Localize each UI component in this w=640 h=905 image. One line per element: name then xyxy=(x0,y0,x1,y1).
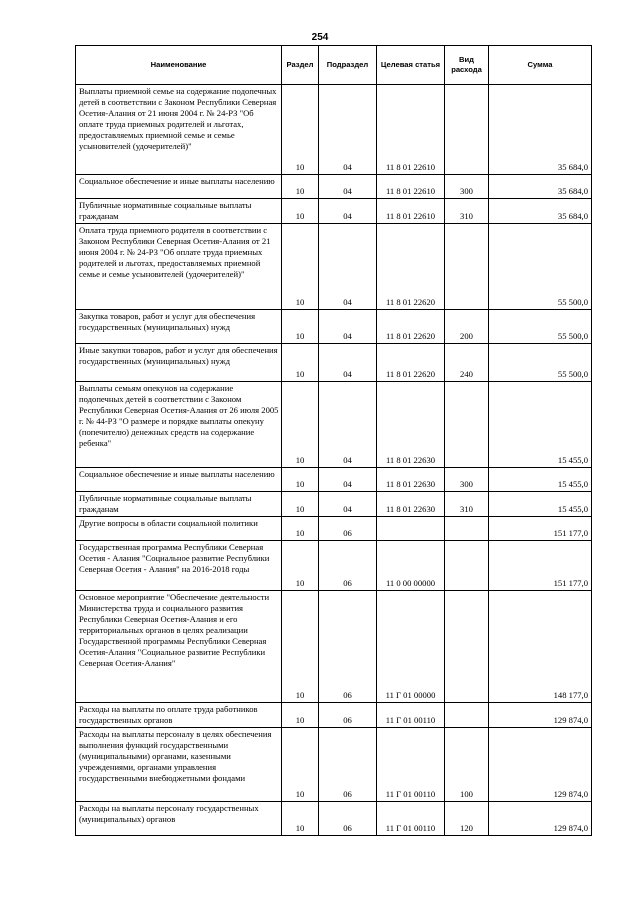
row-section-cell: 10 xyxy=(282,517,319,541)
row-amount-cell: 129 874,0 xyxy=(489,728,592,802)
page-number: 254 xyxy=(311,32,329,43)
row-subsection-cell: 04 xyxy=(319,492,377,517)
row-subsection-cell: 04 xyxy=(319,382,377,468)
row-expense-cell: 200 xyxy=(445,310,489,344)
row-expense-cell xyxy=(445,224,489,310)
row-name-cell: Иные закупки товаров, работ и услуг для обеспечения государственных (муниципальных) нужд xyxy=(76,344,282,382)
row-target-cell: 11 Г 01 00110 xyxy=(377,703,445,728)
row-expense-cell: 310 xyxy=(445,199,489,224)
row-target-cell: 11 8 01 22610 xyxy=(377,175,445,199)
table-header-row xyxy=(76,46,592,85)
row-name-cell: Социальное обеспечение и иные выплаты населению xyxy=(76,175,282,199)
header-section: Раздел xyxy=(282,46,319,85)
row-amount-cell: 15 455,0 xyxy=(489,492,592,517)
row-name-cell: Социальное обеспечение и иные выплаты населению xyxy=(76,468,282,492)
row-target-cell: 11 Г 01 00110 xyxy=(377,728,445,802)
row-section-cell: 10 xyxy=(282,541,319,591)
row-amount-cell: 55 500,0 xyxy=(489,224,592,310)
row-target-cell: 11 8 01 22630 xyxy=(377,492,445,517)
row-name-cell: Оплата труда приемного родителя в соответствии с Законом Республики Северная Осетия-Алания от 21 июня 2004 г. № 24-РЗ "Об оплате труда приемных родителей и льготах, предоставляемых приемной семье и семье усыновителей (удочерителей)" xyxy=(76,224,282,310)
row-target-cell: 11 8 01 22620 xyxy=(377,344,445,382)
row-amount-cell: 15 455,0 xyxy=(489,468,592,492)
row-target-cell: 11 0 00 00000 xyxy=(377,541,445,591)
row-subsection-cell: 06 xyxy=(319,517,377,541)
table-row xyxy=(76,344,592,382)
row-section-cell: 10 xyxy=(282,703,319,728)
row-name-cell: Выплаты приемной семье на содержание подопечных детей в соответствии с Законом Республики Северная Осетия-Алания от 21 июня 2004 г. № 24-РЗ "Об оплате труда приемных родителей и льготах, предоставляемых приемной семье и семье усыновителей (удочерителей)" xyxy=(76,85,282,175)
table-row xyxy=(76,382,592,468)
header-expense-type: Вид расхода xyxy=(445,46,489,85)
table-row xyxy=(76,85,592,175)
row-expense-cell: 300 xyxy=(445,175,489,199)
row-section-cell: 10 xyxy=(282,492,319,517)
header-target: Целевая статья xyxy=(377,46,445,85)
row-subsection-cell: 04 xyxy=(319,224,377,310)
row-subsection-cell: 04 xyxy=(319,468,377,492)
row-amount-cell: 55 500,0 xyxy=(489,344,592,382)
row-section-cell: 10 xyxy=(282,175,319,199)
row-amount-cell: 129 874,0 xyxy=(489,802,592,836)
row-name-cell: Закупка товаров, работ и услуг для обеспечения государственных (муниципальных) нужд xyxy=(76,310,282,344)
row-target-cell xyxy=(377,517,445,541)
row-expense-cell xyxy=(445,517,489,541)
table-row xyxy=(76,591,592,703)
row-expense-cell: 240 xyxy=(445,344,489,382)
row-target-cell: 11 8 01 22610 xyxy=(377,199,445,224)
row-subsection-cell: 04 xyxy=(319,310,377,344)
row-target-cell: 11 8 01 22620 xyxy=(377,310,445,344)
row-section-cell: 10 xyxy=(282,802,319,836)
row-expense-cell xyxy=(445,382,489,468)
row-subsection-cell: 06 xyxy=(319,703,377,728)
row-expense-cell: 120 xyxy=(445,802,489,836)
row-amount-cell: 35 684,0 xyxy=(489,199,592,224)
table-row xyxy=(76,199,592,224)
row-section-cell: 10 xyxy=(282,468,319,492)
row-name-cell: Расходы на выплаты персоналу в целях обеспечения выполнения функций государственными (муниципальными) органами, казенными учреждениями, органами управления государственными внебюджетными фондами xyxy=(76,728,282,802)
row-section-cell: 10 xyxy=(282,728,319,802)
table-row xyxy=(76,310,592,344)
row-target-cell: 11 8 01 22610 xyxy=(377,85,445,175)
row-expense-cell: 100 xyxy=(445,728,489,802)
row-amount-cell: 151 177,0 xyxy=(489,517,592,541)
row-amount-cell: 129 874,0 xyxy=(489,703,592,728)
row-name-cell: Другие вопросы в области социальной политики xyxy=(76,517,282,541)
row-expense-cell xyxy=(445,541,489,591)
row-name-cell: Публичные нормативные социальные выплаты гражданам xyxy=(76,492,282,517)
row-subsection-cell: 04 xyxy=(319,85,377,175)
row-target-cell: 11 8 01 22630 xyxy=(377,468,445,492)
table-row xyxy=(76,541,592,591)
row-target-cell: 11 Г 01 00000 xyxy=(377,591,445,703)
header-amount: Сумма xyxy=(489,46,592,85)
row-subsection-cell: 04 xyxy=(319,175,377,199)
row-target-cell: 11 8 01 22630 xyxy=(377,382,445,468)
row-subsection-cell: 06 xyxy=(319,541,377,591)
row-expense-cell: 310 xyxy=(445,492,489,517)
row-expense-cell: 300 xyxy=(445,468,489,492)
row-amount-cell: 151 177,0 xyxy=(489,541,592,591)
row-expense-cell xyxy=(445,85,489,175)
row-amount-cell: 35 684,0 xyxy=(489,85,592,175)
table-row xyxy=(76,728,592,802)
table-row xyxy=(76,468,592,492)
header-subsection: Подраздел xyxy=(319,46,377,85)
table-row xyxy=(76,224,592,310)
row-expense-cell xyxy=(445,591,489,703)
table-row xyxy=(76,517,592,541)
table-row xyxy=(76,175,592,199)
row-amount-cell: 15 455,0 xyxy=(489,382,592,468)
row-section-cell: 10 xyxy=(282,310,319,344)
row-target-cell: 11 8 01 22620 xyxy=(377,224,445,310)
row-name-cell: Расходы на выплаты персоналу государственных (муниципальных) органов xyxy=(76,802,282,836)
row-section-cell: 10 xyxy=(282,344,319,382)
row-name-cell: Основное мероприятие "Обеспечение деятельности Министерства труда и социального развития Республики Северная Осетия-Алания и его территориальных органов в целях реализации Государственной программы Республики Северная Осетия-Алания "Социальное развитие Республики Северная Осетия-Алания" xyxy=(76,591,282,703)
table-row xyxy=(76,703,592,728)
row-amount-cell: 148 177,0 xyxy=(489,591,592,703)
row-subsection-cell: 06 xyxy=(319,591,377,703)
row-subsection-cell: 04 xyxy=(319,199,377,224)
row-subsection-cell: 06 xyxy=(319,728,377,802)
row-name-cell: Выплаты семьям опекунов на содержание подопечных детей в соответствии с Законом Республики Северная Осетия-Алания от 26 июля 2005 г. № 44-РЗ "О размере и порядке выплаты опекуну (попечителю) денежных средств на содержание ребенка" xyxy=(76,382,282,468)
row-amount-cell: 55 500,0 xyxy=(489,310,592,344)
row-section-cell: 10 xyxy=(282,591,319,703)
row-section-cell: 10 xyxy=(282,224,319,310)
row-section-cell: 10 xyxy=(282,199,319,224)
row-name-cell: Расходы на выплаты по оплате труда работников государственных органов xyxy=(76,703,282,728)
budget-table xyxy=(75,45,592,836)
row-subsection-cell: 06 xyxy=(319,802,377,836)
row-name-cell: Публичные нормативные социальные выплаты гражданам xyxy=(76,199,282,224)
row-section-cell: 10 xyxy=(282,382,319,468)
row-amount-cell: 35 684,0 xyxy=(489,175,592,199)
row-expense-cell xyxy=(445,703,489,728)
table-row xyxy=(76,492,592,517)
row-name-cell: Государственная программа Республики Северная Осетия - Алания "Социальное развитие Республики Северная Осетия - Алания" на 2016-2018 годы xyxy=(76,541,282,591)
header-name: Наименование xyxy=(76,46,282,85)
row-subsection-cell: 04 xyxy=(319,344,377,382)
row-section-cell: 10 xyxy=(282,85,319,175)
row-target-cell: 11 Г 01 00110 xyxy=(377,802,445,836)
table-row xyxy=(76,802,592,836)
